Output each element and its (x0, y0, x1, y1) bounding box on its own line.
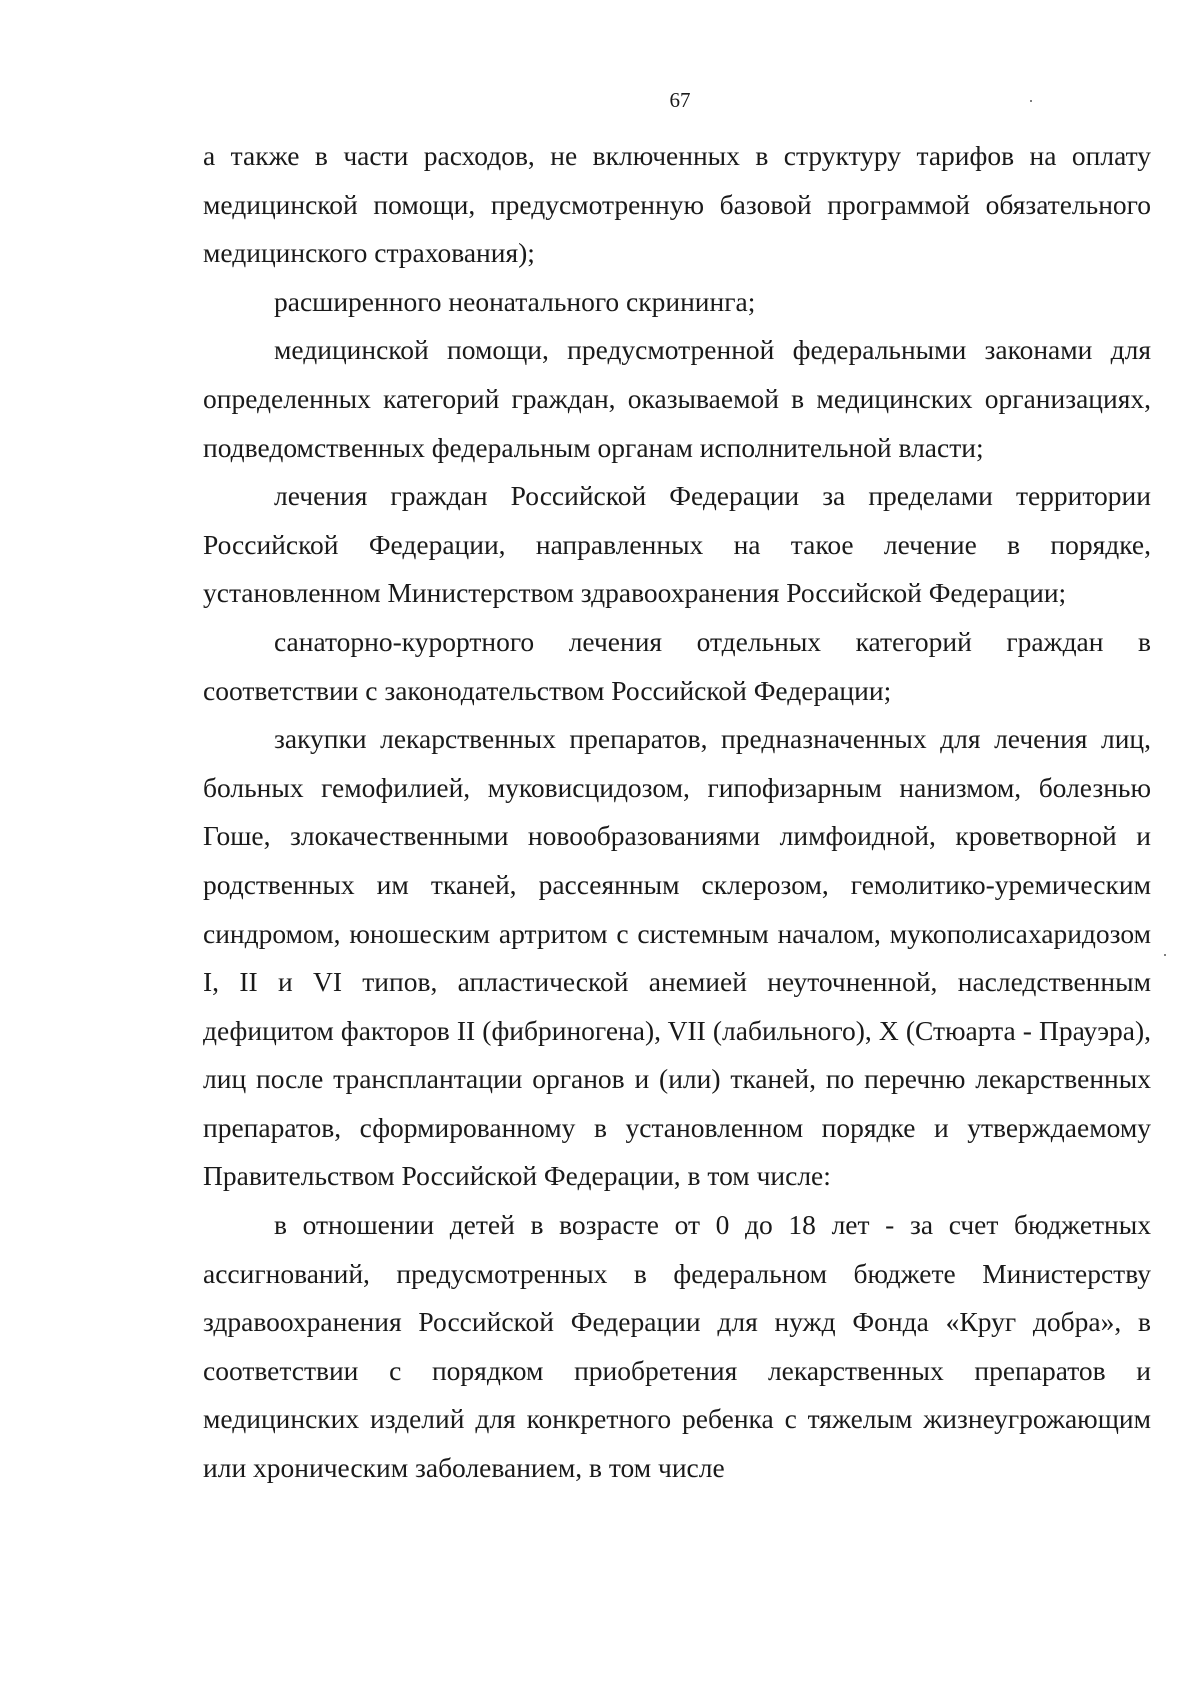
page-number: 67 (669, 88, 691, 112)
scan-speck (1030, 100, 1032, 102)
paragraph-continuation: а также в части расходов, не включенных в структуру тарифов на оплату медицинской помощи, предусмотренную базовой программой обязательного медицинского страхования); (203, 140, 1151, 269)
paragraph-treatment-abroad: лечения граждан Российской Федерации за пределами территории Российской Федерации, направленных на такое лечение в порядке, установленном Министерством здравоохранения Российской Федерации; (203, 480, 1151, 609)
paragraph-federal-medical-care: медицинской помощи, предусмотренной федеральными законами для определенных категорий граждан, оказываемой в медицинских организациях, подведомственных федеральным органам исполнительной власти; (203, 334, 1151, 463)
paragraph-neonatal-screening: расширенного неонатального скрининга; (274, 285, 756, 317)
document-body (203, 132, 1151, 1493)
scan-speck (1164, 954, 1166, 956)
paragraph-sanatorium-treatment: санаторно-курортного лечения отдельных категорий граждан в соответствии с законодательством Российской Федерации; (203, 625, 1151, 706)
paragraph-children-fund: в отношении детей в возрасте от 0 до 18 лет - за счет бюджетных ассигнований, предусмотренных в федеральном бюджете Министерству здравоохранения Российской Федерации для нужд Фонда «Круг добра», в соответствии с порядком приобретения лекарственных препаратов и медицинских изделий для конкретного ребенка с тяжелым жизнеугрожающим или хроническим заболеванием, в том числе (203, 1209, 1151, 1484)
paragraph-drug-procurement: закупки лекарственных препаратов, предназначенных для лечения лиц, больных гемофилией, муковисцидозом, гипофизарным нанизмом, болезнью Гоше, злокачественными новообразованиями лимфоидной, кроветворной и родственных им тканей, рассеянным склерозом, гемолитико-уремическим синдромом, юношеским артритом с системным началом, мукополисахаридозом I, II и VI типов, апластической анемией неуточненной, наследственным дефицитом факторов II (фибриногена), VII (лабильного), X (Стюарта - Прауэра), лиц после трансплантации органов и (или) тканей, по перечню лекарственных препаратов, сформированному в установленном порядке и утверждаемому Правительством Российской Федерации, в том числе: (203, 723, 1151, 1192)
